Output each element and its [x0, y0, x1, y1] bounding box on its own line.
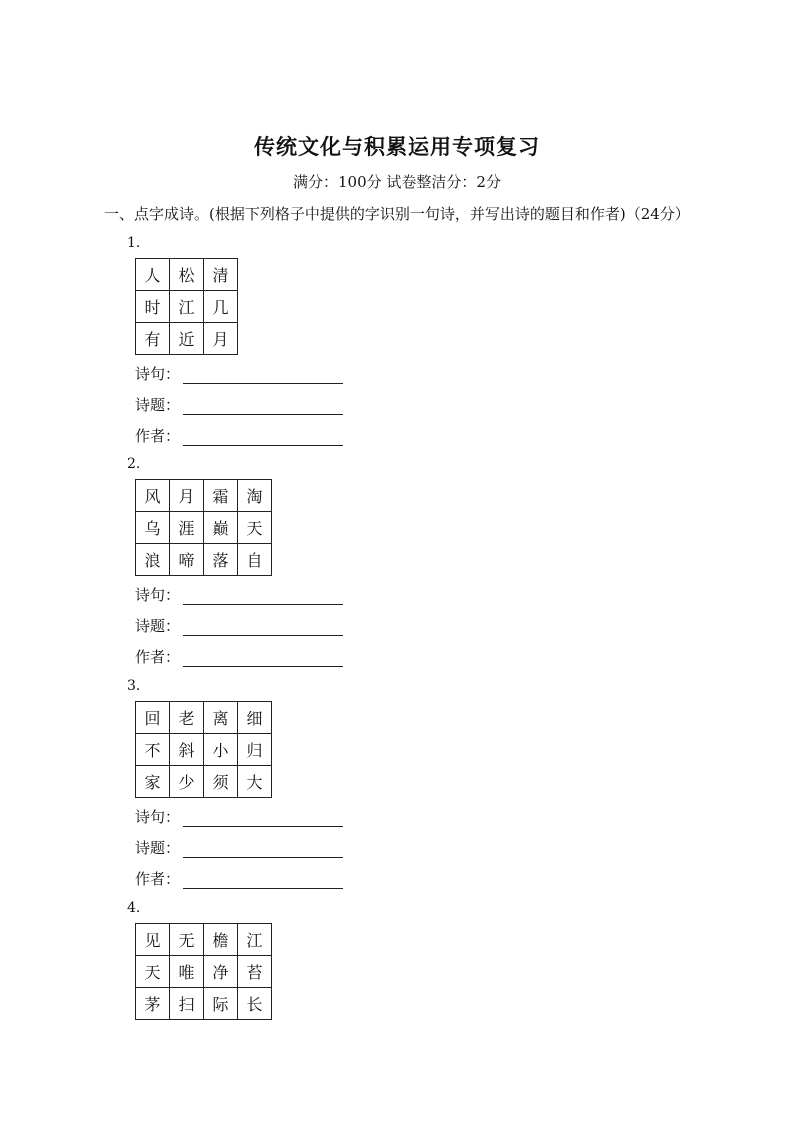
grid-cell: 老 [170, 702, 204, 734]
grid-cell: 人 [136, 259, 170, 291]
grid-cell: 有 [136, 323, 170, 355]
poem-line-label: 诗句： [135, 808, 181, 826]
grid-cell: 月 [204, 323, 238, 355]
question-number: 1. [127, 235, 141, 251]
grid-cell: 啼 [170, 544, 204, 576]
grid-cell: 时 [136, 291, 170, 323]
grid-cell: 风 [136, 480, 170, 512]
poem-author-blank[interactable] [183, 887, 343, 889]
section-heading: 一、点字成诗。(根据下列格子中提供的字识别一句诗，并写出诗的题目和作者)（24分） [104, 205, 690, 223]
poem-author-answer [135, 638, 343, 669]
grid-cell: 松 [170, 259, 204, 291]
question-3 [127, 676, 343, 891]
grid-cell: 天 [136, 956, 170, 988]
poem-line-blank[interactable] [183, 382, 343, 384]
poem-title-label: 诗题： [135, 617, 181, 635]
grid-cell: 清 [204, 259, 238, 291]
poem-author-blank[interactable] [183, 665, 343, 667]
question-2 [127, 454, 343, 669]
poem-title-label: 诗题： [135, 396, 181, 414]
question-number: 3. [127, 678, 141, 694]
grid-cell: 落 [204, 544, 238, 576]
grid-cell: 江 [238, 924, 272, 956]
poem-author-label: 作者： [135, 648, 181, 666]
grid-cell: 几 [204, 291, 238, 323]
poem-line-label: 诗句： [135, 365, 181, 383]
poem-title-answer [135, 386, 343, 417]
poem-title-answer [135, 829, 343, 860]
poem-author-answer [135, 417, 343, 448]
grid-cell: 小 [204, 734, 238, 766]
page-title: 传统文化与积累运用专项复习 [254, 134, 540, 159]
poem-title-blank[interactable] [183, 856, 343, 858]
grid-cell: 离 [204, 702, 238, 734]
character-grid [135, 923, 272, 1020]
grid-cell: 回 [136, 702, 170, 734]
character-grid [135, 701, 272, 798]
grid-cell: 苔 [238, 956, 272, 988]
grid-cell: 长 [238, 988, 272, 1020]
poem-author-label: 作者： [135, 427, 181, 445]
question-number: 2. [127, 456, 141, 472]
poem-line-label: 诗句： [135, 586, 181, 604]
grid-cell: 淘 [238, 480, 272, 512]
grid-cell: 江 [170, 291, 204, 323]
poem-author-blank[interactable] [183, 444, 343, 446]
grid-cell: 际 [204, 988, 238, 1020]
grid-cell: 扫 [170, 988, 204, 1020]
question-number: 4. [127, 900, 141, 916]
grid-cell: 见 [136, 924, 170, 956]
character-grid [135, 258, 238, 355]
grid-cell: 乌 [136, 512, 170, 544]
grid-cell: 归 [238, 734, 272, 766]
grid-cell: 檐 [204, 924, 238, 956]
grid-cell: 无 [170, 924, 204, 956]
grid-cell: 月 [170, 480, 204, 512]
grid-cell: 自 [238, 544, 272, 576]
poem-author-answer [135, 860, 343, 891]
grid-cell: 细 [238, 702, 272, 734]
poem-title-label: 诗题： [135, 839, 181, 857]
poem-title-blank[interactable] [183, 634, 343, 636]
grid-cell: 浪 [136, 544, 170, 576]
character-grid [135, 479, 272, 576]
score-info: 满分：100分 试卷整洁分：2分 [293, 173, 501, 191]
grid-cell: 少 [170, 766, 204, 798]
grid-cell: 唯 [170, 956, 204, 988]
grid-cell: 巅 [204, 512, 238, 544]
poem-line-answer [135, 576, 343, 607]
poem-line-blank[interactable] [183, 825, 343, 827]
grid-cell: 净 [204, 956, 238, 988]
grid-cell: 霜 [204, 480, 238, 512]
grid-cell: 茅 [136, 988, 170, 1020]
poem-line-blank[interactable] [183, 603, 343, 605]
poem-author-label: 作者： [135, 870, 181, 888]
question-1 [127, 233, 343, 448]
question-4 [127, 898, 272, 1020]
poem-title-blank[interactable] [183, 413, 343, 415]
poem-title-answer [135, 607, 343, 638]
poem-line-answer [135, 355, 343, 386]
grid-cell: 大 [238, 766, 272, 798]
poem-line-answer [135, 798, 343, 829]
grid-cell: 天 [238, 512, 272, 544]
grid-cell: 斜 [170, 734, 204, 766]
grid-cell: 不 [136, 734, 170, 766]
grid-cell: 涯 [170, 512, 204, 544]
grid-cell: 须 [204, 766, 238, 798]
grid-cell: 家 [136, 766, 170, 798]
grid-cell: 近 [170, 323, 204, 355]
